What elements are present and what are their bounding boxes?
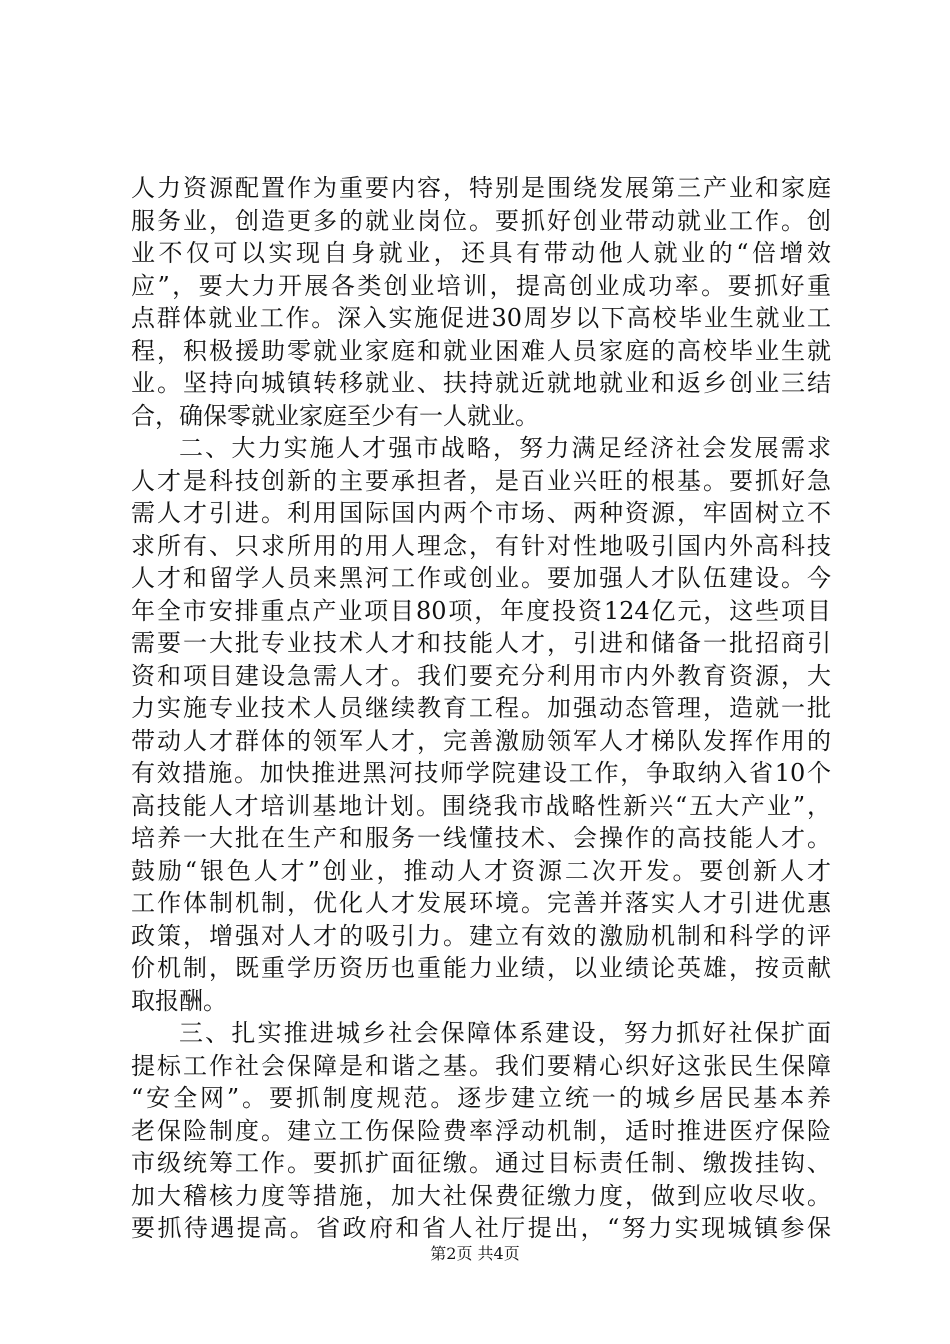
text-line: 培养一大批在生产和服务一线懂技术、会操作的高技能人才。 bbox=[131, 824, 831, 852]
text-line: 要抓待遇提高。省政府和省人社厅提出，“努力实现城镇参保 bbox=[131, 1214, 831, 1242]
text-line: 市级统筹工作。要抓扩面征缴。通过目标责任制、缴拨挂钩、 bbox=[131, 1149, 831, 1177]
text-line: 人才和留学人员来黑河工作或创业。要加强人才队伍建设。今 bbox=[131, 564, 831, 592]
text-line: 需要一大批专业技术人才和技能人才，引进和储备一批招商引 bbox=[131, 629, 831, 657]
text-line: 需人才引进。利用国际国内两个市场、两种资源，牢固树立不 bbox=[131, 499, 831, 527]
text-line: 价机制，既重学历资历也重能力业绩，以业绩论英雄，按贡献 bbox=[131, 954, 831, 982]
text-line: 有效措施。加快推进黑河技师学院建设工作，争取纳入省10个 bbox=[131, 759, 831, 787]
text-line: 年全市安排重点产业项目80项，年度投资124亿元，这些项目 bbox=[131, 596, 831, 625]
page-number-footer: 第2页 共4页 bbox=[430, 1244, 520, 1263]
text-line: 取报酬。 bbox=[131, 986, 227, 1015]
text-line: 鼓励“银色人才”创业，推动人才资源二次开发。要创新人才 bbox=[131, 856, 831, 885]
text-line: 应”，要大力开展各类创业培训，提高创业成功率。要抓好重 bbox=[131, 271, 831, 300]
text-line: 政策，增强对人才的吸引力。建立有效的激励机制和科学的评 bbox=[131, 921, 831, 950]
section-heading-line: 二、大力实施人才强市战略，努力满足经济社会发展需求 bbox=[179, 434, 831, 462]
text-line: 带动人才群体的领军人才，完善激励领军人才梯队发挥作用的 bbox=[131, 726, 831, 755]
text-line: 人才是科技创新的主要承担者，是百业兴旺的根基。要抓好急 bbox=[131, 466, 831, 495]
text-line: “安全网”。要抓制度规范。逐步建立统一的城乡居民基本养 bbox=[131, 1084, 831, 1112]
text-line: 资和项目建设急需人才。我们要充分利用市内外教育资源，大 bbox=[131, 661, 831, 690]
text-line: 力实施专业技术人员继续教育工程。加强动态管理，造就一批 bbox=[131, 694, 831, 722]
text-line: 提标工作社会保障是和谐之基。我们要精心织好这张民生保障 bbox=[131, 1051, 831, 1080]
text-line: 高技能人才培训基地计划。围绕我市战略性新兴“五大产业”， bbox=[131, 791, 831, 820]
text-line: 老保险制度。建立工伤保险费率浮动机制，适时推进医疗保险 bbox=[131, 1116, 831, 1145]
text-line: 业不仅可以实现自身就业，还具有带动他人就业的“倍增效 bbox=[131, 239, 831, 267]
text-line: 点群体就业工作。深入实施促进30周岁以下高校毕业生就业工 bbox=[131, 304, 831, 332]
text-line: 合，确保零就业家庭至少有一人就业。 bbox=[131, 401, 539, 430]
text-line: 人力资源配置作为重要内容，特别是围绕发展第三产业和家庭 bbox=[131, 174, 831, 202]
body-text bbox=[131, 172, 831, 1245]
text-line: 业。坚持向城镇转移就业、扶持就近就地就业和返乡创业三结 bbox=[131, 369, 831, 397]
text-line: 工作体制机制，优化人才发展环境。完善并落实人才引进优惠 bbox=[131, 889, 831, 917]
text-line: 加大稽核力度等措施，加大社保费征缴力度，做到应收尽收。 bbox=[131, 1181, 831, 1210]
section-heading-line: 三、扎实推进城乡社会保障体系建设，努力抓好社保扩面 bbox=[179, 1019, 831, 1047]
text-line: 程，积极援助零就业家庭和就业困难人员家庭的高校毕业生就 bbox=[131, 336, 831, 365]
text-line: 服务业，创造更多的就业岗位。要抓好创业带动就业工作。创 bbox=[131, 206, 831, 235]
text-line: 求所有、只求所用的用人理念，有针对性地吸引国内外高科技 bbox=[131, 531, 831, 560]
